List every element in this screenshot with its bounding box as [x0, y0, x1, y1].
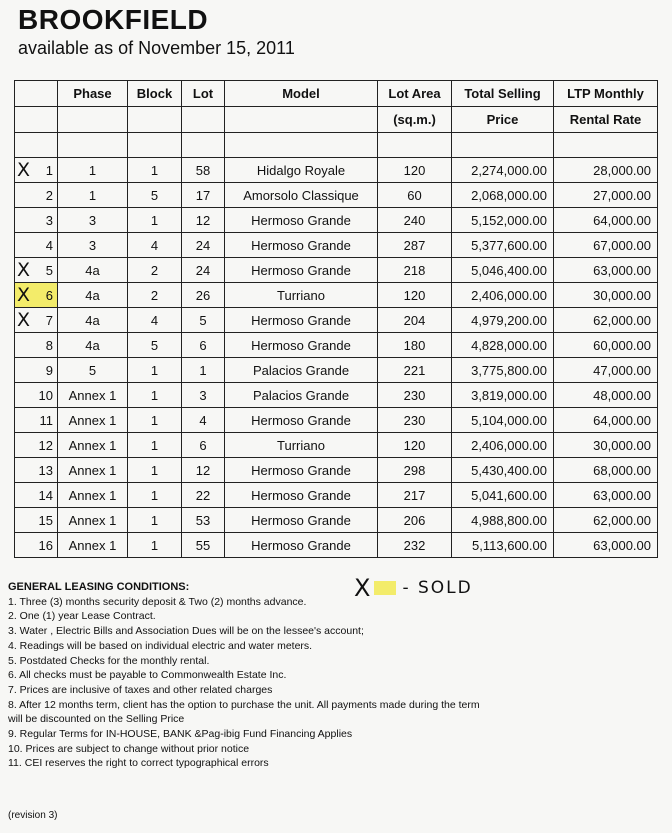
lot-cell: 1: [182, 358, 225, 383]
rental-rate-cell: 64,000.00: [554, 208, 658, 233]
selling-price-cell: 3,819,000.00: [452, 383, 554, 408]
row-number-cell: [15, 258, 58, 283]
phase-cell: Annex 1: [58, 433, 128, 458]
conditions-title: GENERAL LEASING CONDITIONS:: [8, 581, 190, 593]
units-table: [14, 80, 658, 558]
row-number: 8: [45, 337, 53, 353]
row-number: 5: [45, 262, 53, 278]
rental-rate-cell: 30,000.00: [554, 283, 658, 308]
row-number-cell: [15, 483, 58, 508]
phase-cell: 3: [58, 233, 128, 258]
condition-item: 2. One (1) year Lease Contract.: [8, 610, 156, 623]
row-number-cell: [15, 358, 58, 383]
lot-area-cell: 120: [378, 158, 452, 183]
blank-row: [15, 133, 658, 158]
selling-price-cell: 5,104,000.00: [452, 408, 554, 433]
lot-area-cell: 180: [378, 333, 452, 358]
phase-cell: Annex 1: [58, 483, 128, 508]
row-number: 16: [38, 537, 53, 553]
col-header-no: [15, 81, 58, 107]
table-row: [15, 408, 658, 433]
rental-rate-cell: 28,000.00: [554, 158, 658, 183]
lot-cell: 5: [182, 308, 225, 333]
selling-price-cell: 5,041,600.00: [452, 483, 554, 508]
selling-price-cell: 4,979,200.00: [452, 308, 554, 333]
row-number: 11: [39, 412, 53, 428]
block-cell: 1: [128, 483, 182, 508]
col-header-model: Model: [225, 81, 378, 107]
model-cell: Hermoso Grande: [225, 258, 378, 283]
selling-price-cell: 5,152,000.00: [452, 208, 554, 233]
lot-cell: 24: [182, 258, 225, 283]
rental-rate-cell: 63,000.00: [554, 533, 658, 558]
row-number-cell: [15, 408, 58, 433]
lot-area-cell: 298: [378, 458, 452, 483]
selling-price-cell: 5,046,400.00: [452, 258, 554, 283]
sold-x-mark: X: [17, 259, 31, 281]
table-row: [15, 483, 658, 508]
revision-note: (revision 3): [8, 810, 58, 821]
lot-cell: 6: [182, 433, 225, 458]
phase-cell: 1: [58, 183, 128, 208]
phase-cell: 4a: [58, 333, 128, 358]
sold-label: - SOLD: [402, 578, 473, 598]
col-subheader-rental-rate: Rental Rate: [554, 107, 658, 133]
phase-cell: Annex 1: [58, 533, 128, 558]
lot-area-cell: 230: [378, 383, 452, 408]
phase-cell: Annex 1: [58, 458, 128, 483]
table-row: [15, 508, 658, 533]
row-number: 14: [38, 487, 53, 503]
lot-cell: 58: [182, 158, 225, 183]
lot-area-cell: 230: [378, 408, 452, 433]
phase-cell: 4a: [58, 258, 128, 283]
phase-cell: Annex 1: [58, 408, 128, 433]
selling-price-cell: 2,406,000.00: [452, 283, 554, 308]
rental-rate-cell: 67,000.00: [554, 233, 658, 258]
row-number: 4: [45, 237, 53, 253]
row-number-cell: [15, 383, 58, 408]
condition-item: 3. Water , Electric Bills and Association Dues will be on the lessee's account;: [8, 625, 364, 638]
rental-rate-cell: 63,000.00: [554, 258, 658, 283]
block-cell: 1: [128, 408, 182, 433]
table-row: [15, 333, 658, 358]
header-row-1: [15, 81, 658, 107]
row-number-cell: [15, 158, 58, 183]
rental-rate-cell: 63,000.00: [554, 483, 658, 508]
selling-price-cell: 4,988,800.00: [452, 508, 554, 533]
lot-cell: 17: [182, 183, 225, 208]
rental-rate-cell: 62,000.00: [554, 308, 658, 333]
rental-rate-cell: 64,000.00: [554, 408, 658, 433]
col-header-block: Block: [128, 81, 182, 107]
lot-area-cell: 218: [378, 258, 452, 283]
col-header-phase: Phase: [58, 81, 128, 107]
lot-cell: 26: [182, 283, 225, 308]
model-cell: Amorsolo Classique: [225, 183, 378, 208]
lot-cell: 24: [182, 233, 225, 258]
lot-area-cell: 287: [378, 233, 452, 258]
rental-rate-cell: 27,000.00: [554, 183, 658, 208]
table-row: [15, 383, 658, 408]
block-cell: 5: [128, 333, 182, 358]
phase-cell: Annex 1: [58, 508, 128, 533]
block-cell: 1: [128, 208, 182, 233]
leasing-conditions: [8, 580, 480, 771]
model-cell: Hermoso Grande: [225, 308, 378, 333]
row-number-cell: [15, 508, 58, 533]
model-cell: Palacios Grande: [225, 383, 378, 408]
condition-item: 5. Postdated Checks for the monthly rental.: [8, 654, 210, 667]
document-title: BROOKFIELD: [18, 4, 209, 35]
col-subheader-block: [128, 107, 182, 133]
phase-cell: 3: [58, 208, 128, 233]
row-number: 1: [45, 162, 53, 178]
rental-rate-cell: 60,000.00: [554, 333, 658, 358]
model-cell: Hermoso Grande: [225, 508, 378, 533]
row-number-cell: [15, 333, 58, 358]
model-cell: Palacios Grande: [225, 358, 378, 383]
condition-item: 7. Prices are inclusive of taxes and other related charges: [8, 683, 273, 696]
row-number: 6: [45, 287, 53, 303]
model-cell: Hermoso Grande: [225, 233, 378, 258]
col-header-ltp-monthly: LTP Monthly: [554, 81, 658, 107]
table-row: [15, 208, 658, 233]
phase-cell: 4a: [58, 283, 128, 308]
lot-cell: 53: [182, 508, 225, 533]
lot-cell: 22: [182, 483, 225, 508]
condition-item: 6. All checks must be payable to Commonwealth Estate Inc.: [8, 669, 287, 682]
block-cell: 1: [128, 358, 182, 383]
phase-cell: 1: [58, 158, 128, 183]
row-number: 7: [45, 312, 53, 328]
condition-item: 11. CEI reserves the right to correct typographical errors: [8, 757, 269, 770]
block-cell: 2: [128, 258, 182, 283]
model-cell: Hermoso Grande: [225, 483, 378, 508]
table-row: [15, 258, 658, 283]
availability-date: available as of November 15, 2011: [18, 38, 295, 58]
header-row-2: [15, 107, 658, 133]
condition-item: 9. Regular Terms for IN-HOUSE, BANK &Pag-ibig Fund Financing Applies: [8, 728, 353, 741]
lot-cell: 6: [182, 333, 225, 358]
model-cell: Hermoso Grande: [225, 208, 378, 233]
lot-cell: 3: [182, 383, 225, 408]
model-cell: Hermoso Grande: [225, 533, 378, 558]
row-number-cell: [15, 458, 58, 483]
lot-area-cell: 217: [378, 483, 452, 508]
sold-x-mark: X: [17, 159, 31, 181]
col-subheader-phase: [58, 107, 128, 133]
sold-x-mark: X: [354, 574, 371, 602]
block-cell: 1: [128, 158, 182, 183]
selling-price-cell: 2,274,000.00: [452, 158, 554, 183]
lot-area-cell: 232: [378, 533, 452, 558]
selling-price-cell: 3,775,800.00: [452, 358, 554, 383]
lot-area-cell: 204: [378, 308, 452, 333]
selling-price-cell: 5,430,400.00: [452, 458, 554, 483]
block-cell: 1: [128, 458, 182, 483]
row-number: 9: [45, 362, 53, 378]
col-header-lot-area: Lot Area: [378, 81, 452, 107]
model-cell: Hermoso Grande: [225, 408, 378, 433]
row-number-cell: [15, 183, 58, 208]
row-number: 12: [38, 437, 53, 453]
row-number-cell: [15, 433, 58, 458]
model-cell: Turriano: [225, 283, 378, 308]
rental-rate-cell: 62,000.00: [554, 508, 658, 533]
condition-item: 4. Readings will be based on individual electric and water meters.: [8, 639, 313, 652]
phase-cell: 4a: [58, 308, 128, 333]
rental-rate-cell: 68,000.00: [554, 458, 658, 483]
model-cell: Turriano: [225, 433, 378, 458]
phase-cell: 5: [58, 358, 128, 383]
col-header-lot: Lot: [182, 81, 225, 107]
col-subheader-model: [225, 107, 378, 133]
rental-rate-cell: 30,000.00: [554, 433, 658, 458]
selling-price-cell: 5,377,600.00: [452, 233, 554, 258]
block-cell: 1: [128, 433, 182, 458]
condition-item: will be discounted on the Selling Price: [8, 713, 185, 726]
table-row: [15, 308, 658, 333]
row-number-cell: [15, 308, 58, 333]
row-number: 2: [45, 187, 53, 203]
lot-area-cell: 120: [378, 283, 452, 308]
row-number: 15: [38, 512, 53, 528]
lot-area-cell: 60: [378, 183, 452, 208]
selling-price-cell: 2,406,000.00: [452, 433, 554, 458]
condition-item: 1. Three (3) months security deposit & Two (2) months advance.: [8, 595, 307, 608]
selling-price-cell: 5,113,600.00: [452, 533, 554, 558]
table-row: [15, 533, 658, 558]
row-number-cell: [15, 283, 58, 308]
sold-x-mark: X: [17, 284, 31, 306]
block-cell: 1: [128, 508, 182, 533]
lot-cell: 55: [182, 533, 225, 558]
col-subheader-no: [15, 107, 58, 133]
lot-cell: 12: [182, 208, 225, 233]
row-number: 10: [38, 387, 53, 403]
condition-item: 8. After 12 months term, client has the option to purchase the unit. All payments made during the term: [8, 698, 480, 711]
block-cell: 5: [128, 183, 182, 208]
table-row: [15, 283, 658, 308]
lot-area-cell: 240: [378, 208, 452, 233]
sold-x-mark: X: [17, 309, 31, 331]
block-cell: 2: [128, 283, 182, 308]
col-subheader-price: Price: [452, 107, 554, 133]
model-cell: Hermoso Grande: [225, 458, 378, 483]
row-number-cell: [15, 208, 58, 233]
row-number: 3: [45, 212, 53, 228]
lot-area-cell: 221: [378, 358, 452, 383]
model-cell: Hermoso Grande: [225, 333, 378, 358]
lot-area-cell: 206: [378, 508, 452, 533]
col-subheader-lot: [182, 107, 225, 133]
table-row: [15, 158, 658, 183]
selling-price-cell: 4,828,000.00: [452, 333, 554, 358]
row-number: 13: [38, 462, 53, 478]
table-row: [15, 458, 658, 483]
col-subheader-sqm: (sq.m.): [378, 107, 452, 133]
selling-price-cell: 2,068,000.00: [452, 183, 554, 208]
rental-rate-cell: 47,000.00: [554, 358, 658, 383]
condition-item: 10. Prices are subject to change without prior notice: [8, 742, 250, 755]
col-header-total-selling: Total Selling: [452, 81, 554, 107]
rental-rate-cell: 48,000.00: [554, 383, 658, 408]
model-cell: Hidalgo Royale: [225, 158, 378, 183]
table-row: [15, 233, 658, 258]
block-cell: 1: [128, 533, 182, 558]
row-number-cell: [15, 233, 58, 258]
block-cell: 1: [128, 383, 182, 408]
row-number-cell: [15, 533, 58, 558]
block-cell: 4: [128, 308, 182, 333]
block-cell: 4: [128, 233, 182, 258]
lot-cell: 12: [182, 458, 225, 483]
lot-area-cell: 120: [378, 433, 452, 458]
table-row: [15, 433, 658, 458]
phase-cell: Annex 1: [58, 383, 128, 408]
conditions-list: [8, 595, 480, 771]
table-row: [15, 358, 658, 383]
table-row: [15, 183, 658, 208]
lot-cell: 4: [182, 408, 225, 433]
